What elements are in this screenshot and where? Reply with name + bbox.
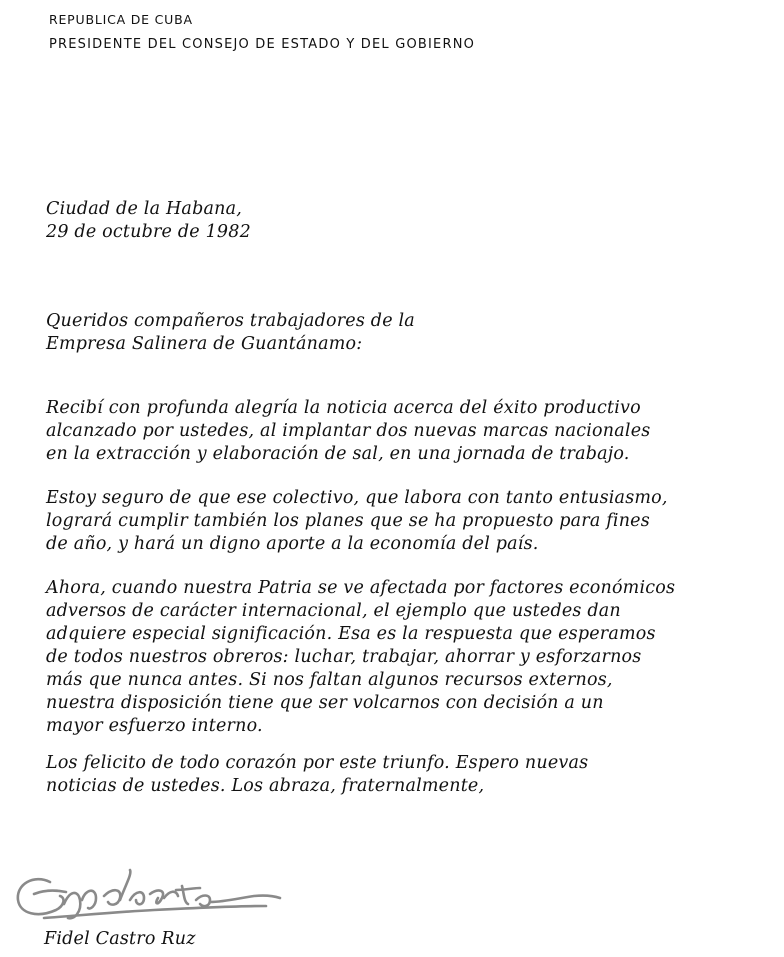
body-paragraph-1: [46, 397, 650, 466]
date-block: [46, 198, 251, 244]
paragraph-line: más que nunca antes. Si nos faltan algunos recursos externos,: [46, 670, 613, 690]
paragraph-line: de año, y hará un digno aporte a la economía del país.: [46, 534, 539, 554]
signer-name: Fidel Castro Ruz: [44, 929, 196, 949]
paragraph-line: mayor esfuerzo interno.: [46, 716, 263, 736]
paragraph-line: adversos de carácter internacional, el ejemplo que ustedes dan: [46, 601, 621, 621]
paragraph-line: en la extracción y elaboración de sal, en una jornada de trabajo.: [46, 444, 630, 464]
paragraph-line: noticias de ustedes. Los abraza, fraternalmente,: [46, 776, 485, 796]
paragraph-line: Los felicito de todo corazón por este triunfo. Espero nuevas: [46, 753, 589, 773]
paragraph-line: logrará cumplir también los planes que se ha propuesto para fines: [46, 511, 650, 531]
paragraph-line: de todos nuestros obreros: luchar, trabajar, ahorrar y esforzarnos: [46, 647, 642, 667]
date-day: 29 de octubre de 1982: [46, 222, 251, 242]
letterhead-country: REPUBLICA DE CUBA: [49, 12, 193, 27]
salutation: [46, 310, 415, 356]
paragraph-line: Recibí con profunda alegría la noticia acerca del éxito productivo: [46, 398, 641, 418]
paragraph-line: Ahora, cuando nuestra Patria se ve afectada por factores económicos: [46, 578, 676, 598]
paragraph-line: alcanzado por ustedes, al implantar dos nuevas marcas nacionales: [46, 421, 651, 441]
salutation-line: Empresa Salinera de Guantánamo:: [46, 334, 363, 354]
body-paragraph-2: [46, 487, 668, 556]
date-place: Ciudad de la Habana,: [46, 199, 242, 219]
paragraph-line: Estoy seguro de que ese colectivo, que labora con tanto entusiasmo,: [46, 488, 668, 508]
handwritten-signature: [4, 860, 304, 932]
paragraph-line: adquiere especial significación. Esa es la respuesta que esperamos: [46, 624, 656, 644]
salutation-line: Queridos compañeros trabajadores de la: [46, 311, 415, 331]
paragraph-line: nuestra disposición tiene que ser volcarnos con decisión a un: [46, 693, 604, 713]
closing-paragraph: [46, 752, 588, 798]
letterhead-office: PRESIDENTE DEL CONSEJO DE ESTADO Y DEL GOBIERNO: [49, 37, 476, 52]
body-paragraph-3: [46, 577, 675, 738]
